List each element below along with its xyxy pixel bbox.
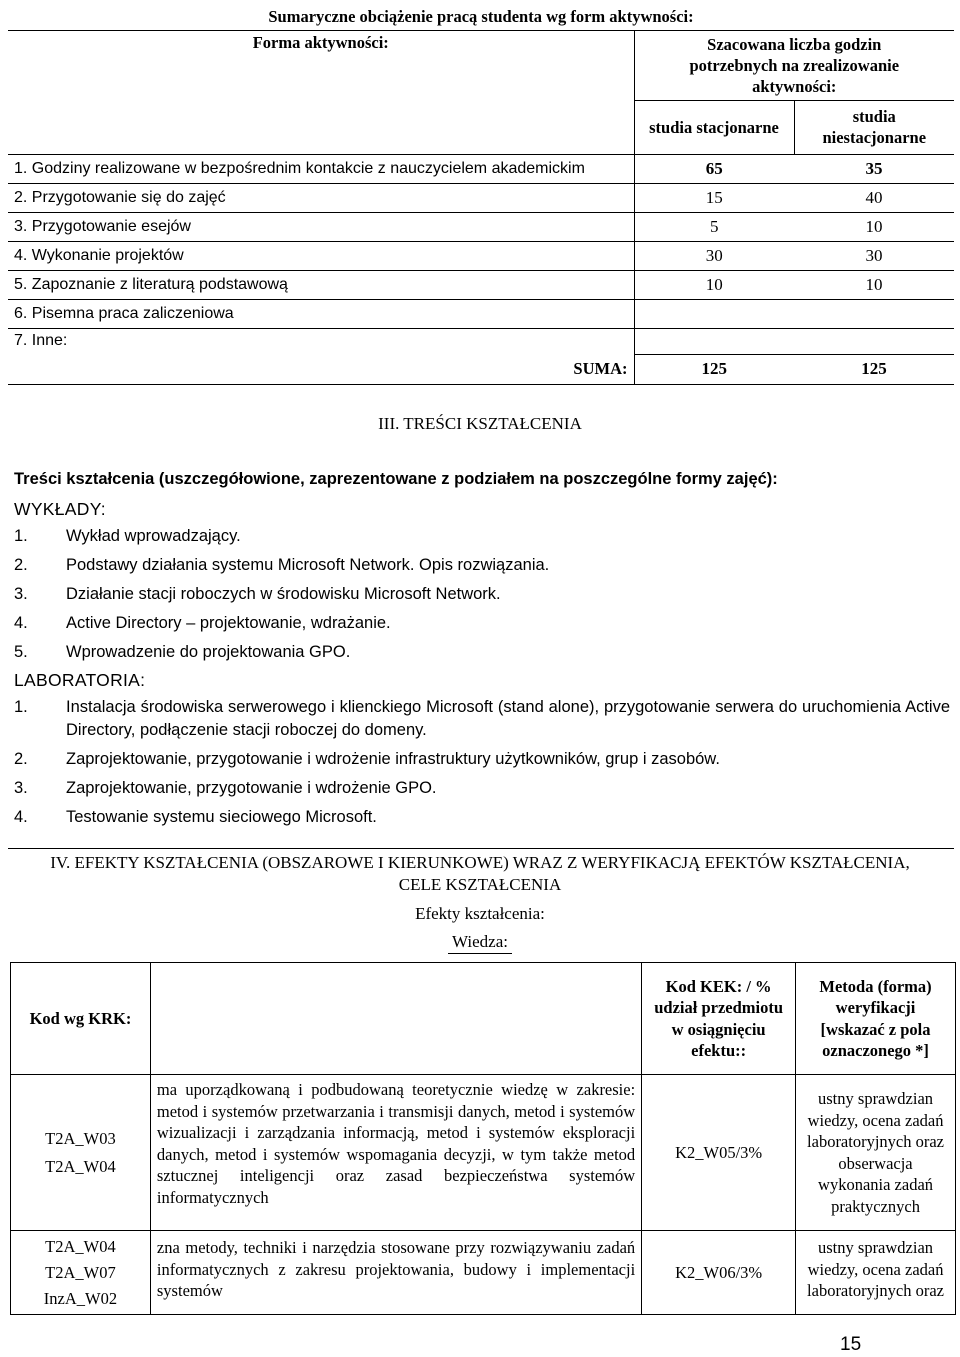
section-divider	[8, 848, 954, 849]
list-item: 2. Zaprojektowanie, przygotowanie i wdrożenie infrastruktury użytkowników, grup i zasobów.	[14, 750, 720, 768]
verification-method: ustny sprawdzian wiedzy, ocena zadań laboratoryjnych oraz	[796, 1231, 956, 1315]
workload-row-nonstationary	[794, 328, 954, 354]
list-item: 1. Wykład wprowadzający.	[14, 527, 241, 545]
labs-label: LABORATORIA:	[14, 670, 146, 690]
workload-row-nonstationary: 10	[794, 212, 954, 241]
workload-row-stationary: 10	[634, 270, 794, 299]
krk-code: T2A_W07	[45, 1262, 116, 1282]
effects-table	[10, 962, 956, 1315]
list-item: 3. Działanie stacji roboczych w środowisku Microsoft Network.	[14, 585, 501, 603]
knowledge-label	[0, 932, 960, 952]
krk-code: T2A_W04	[45, 1236, 116, 1256]
sum-stationary: 125	[634, 354, 794, 384]
workload-row-nonstationary: 40	[794, 183, 954, 212]
col-form-header: Forma aktywności:	[8, 30, 634, 100]
workload-row-label: 6. Pisemna praca zaliczeniowa	[8, 299, 634, 328]
labs-list	[14, 696, 950, 829]
course-content	[14, 470, 950, 835]
workload-row-stationary: 5	[634, 212, 794, 241]
kek-code: K2_W05/3%	[642, 1075, 796, 1231]
col-hours-header: Szacowana liczba godzin potrzebnych na zrealizowanie aktywności:	[689, 34, 900, 96]
workload-row-label: 7. Inne:	[8, 328, 634, 354]
list-item: 4. Testowanie systemu sieciowego Microsoft.	[14, 808, 377, 826]
lectures-list	[14, 525, 950, 664]
workload-row-stationary: 30	[634, 241, 794, 270]
sum-nonstationary: 125	[794, 354, 954, 384]
list-item: 1. Instalacja środowiska serwerowego i klienckiego Microsoft (stand alone), przygotowanie serwera do uruchomienia Active Directory, podłączenie stacji roboczej do domeny.	[14, 698, 950, 739]
krk-code: InzA_W02	[43, 1288, 118, 1308]
col-method-header: Metoda (forma) weryfikacji [wskazać z pola oznaczonego *]	[796, 963, 956, 1075]
table-row	[11, 1231, 956, 1315]
krk-code: T2A_W03	[45, 1128, 116, 1148]
workload-table	[8, 4, 954, 385]
workload-row-nonstationary: 30	[794, 241, 954, 270]
list-item: 4. Active Directory – projektowanie, wdrażanie.	[14, 614, 391, 632]
sum-label: SUMA:	[8, 354, 634, 384]
knowledge-label-text: Wiedza:	[448, 932, 512, 954]
page-number: 15	[840, 1334, 862, 1355]
lectures-label: WYKŁADY:	[14, 499, 106, 519]
section-3-title: III. TREŚCI KSZTAŁCENIA	[378, 414, 582, 433]
verification-method: ustny sprawdzian wiedzy, ocena zadań laboratoryjnych oraz obserwacja wykonania zadań praktycznych	[796, 1075, 956, 1231]
kek-code: K2_W06/3%	[642, 1231, 796, 1315]
workload-row-label: 3. Przygotowanie esejów	[8, 212, 634, 241]
workload-row-stationary	[634, 299, 794, 328]
workload-row-nonstationary: 10	[794, 270, 954, 299]
col-krk-header: Kod wg KRK:	[11, 963, 151, 1075]
workload-title: Sumaryczne obciążenie pracą studenta wg form aktywności:	[8, 4, 954, 30]
workload-row-label: 2. Przygotowanie się do zajęć	[8, 183, 634, 212]
workload-row-label: 1. Godziny realizowane w bezpośrednim kontakcie z nauczycielem akademickim	[8, 154, 634, 183]
effect-description: zna metody, techniki i narzędzia stosowane przy rozwiązywaniu zadań informatycznych z zakresu projektowania, budowy i implementacji systemów	[150, 1231, 641, 1315]
workload-row-stationary: 15	[634, 183, 794, 212]
content-subtitle: Treści kształcenia (uszczegółowione, zaprezentowane z podziałem na poszczególne formy zajęć):	[14, 470, 778, 488]
effect-description: ma uporządkowaną i podbudowaną teoretycznie wiedzę w zakresie: metod i systemów przetwarzania i transmisji danych, metod i systemów wizualizacji i zarządzania informacją, metod i systemów eksploracji danych, metod i systemów wspomagania decyzji, w tym także metod sztucznej inteligencji oraz zasad bezpieczeństwa systemów informatycznych	[150, 1075, 641, 1231]
workload-row-stationary: 65	[634, 154, 794, 183]
workload-row-label: 4. Wykonanie projektów	[8, 241, 634, 270]
workload-row-stationary	[634, 328, 794, 354]
krk-code: T2A_W04	[45, 1156, 116, 1176]
list-item: 3. Zaprojektowanie, przygotowanie i wdrożenie GPO.	[14, 779, 437, 797]
col-kek-header: Kod KEK: / % udział przedmiotu w osiągnięciu efektu::	[642, 963, 796, 1075]
workload-row-label: 5. Zapoznanie z literaturą podstawową	[8, 270, 634, 299]
workload-row-nonstationary	[794, 299, 954, 328]
section-4-title: IV. EFEKTY KSZTAŁCENIA (OBSZAROWE I KIERUNKOWE) WRAZ Z WERYFIKACJĄ EFEKTÓW KSZTAŁCENIA, CELE KSZTAŁCENIA	[50, 853, 910, 894]
list-item: 2. Podstawy działania systemu Microsoft Network. Opis rozwiązania.	[14, 556, 550, 574]
table-row	[11, 1075, 956, 1231]
col-nonstationary-header: studia niestacjonarne	[794, 100, 954, 154]
effects-label: Efekty kształcenia:	[415, 904, 545, 923]
col-stationary-header: studia stacjonarne	[634, 100, 794, 154]
list-item: 5. Wprowadzenie do projektowania GPO.	[14, 643, 351, 661]
workload-row-nonstationary: 35	[794, 154, 954, 183]
